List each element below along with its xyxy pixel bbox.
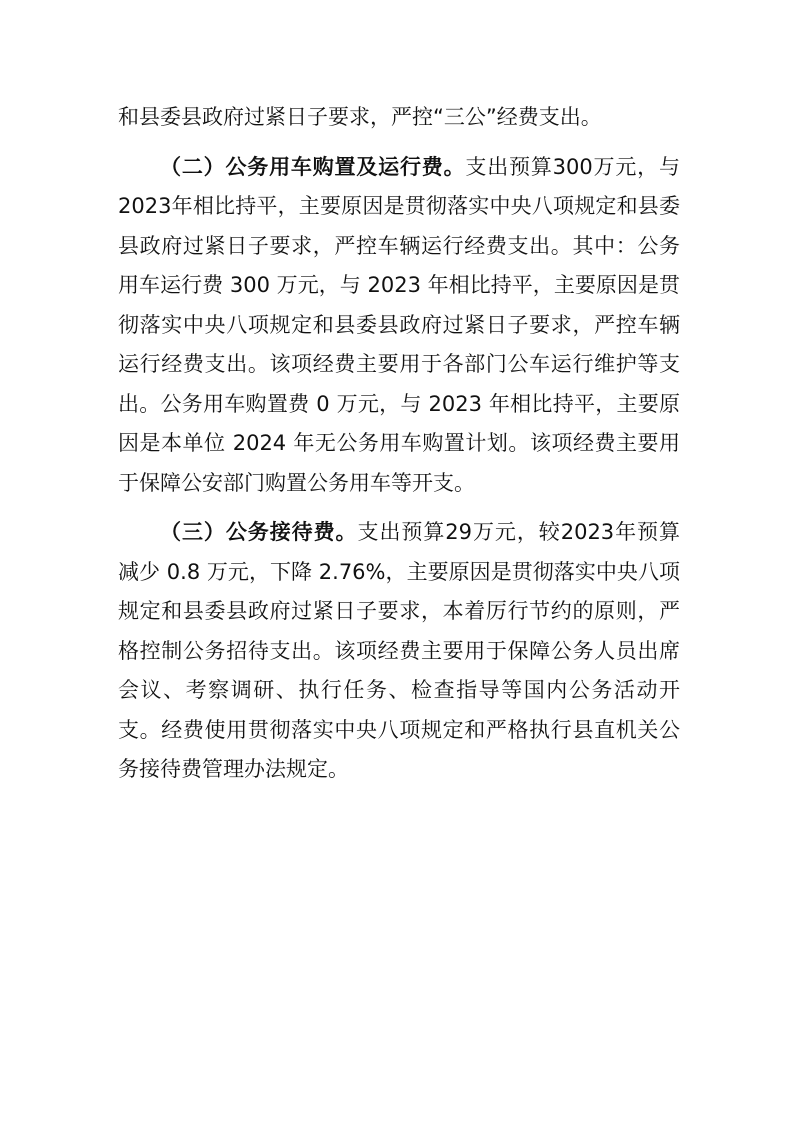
section-reception-heading: （三）公务接待费。 [160, 520, 358, 544]
continuation-paragraph: 和县委县政府过紧日子要求，严控“三公”经费支出。 [118, 105, 602, 129]
section-reception-body: 支出预算29万元，较2023年预算减少 0.8 万元，下降 2.76%，主要原因是贯彻落实中央八项规定和县委县政府过紧日子要求，本着厉行节约的原则，严格控制公务招待支出。该项经费主要用于保障公务人员出席会议、考察调研、执行任务、检查指导等国内公务活动开支。经费使用贯彻落实中央八项规定和严格执行县直机关公务接待费管理办法规定。 [118, 520, 680, 781]
section-reception-costs [118, 513, 680, 790]
section-vehicle-costs [118, 148, 680, 504]
document-body [118, 98, 680, 790]
section-vehicle-heading: （二）公务用车购置及运行费。 [160, 154, 466, 179]
section-vehicle-body: 支出预算300万元，与2023年相比持平，主要原因是贯彻落实中央八项规定和县委县政府过紧日子要求，严控车辆运行经费支出。其中：公务用车运行费 300 万元，与 2023 年相比持平，主要原因是贯彻落实中央八项规定和县委县政府过紧日子要求，严控车辆运行经费支出。该项经费主要用于各部门公车运行维护等支出。公务用车购置费 0 万元，与 2023 年相比持平，主要原因是本单位 2024 年无公务用车购置计划。该项经费主要用于保障公安部门购置公务用车等开支。 [118, 154, 680, 495]
